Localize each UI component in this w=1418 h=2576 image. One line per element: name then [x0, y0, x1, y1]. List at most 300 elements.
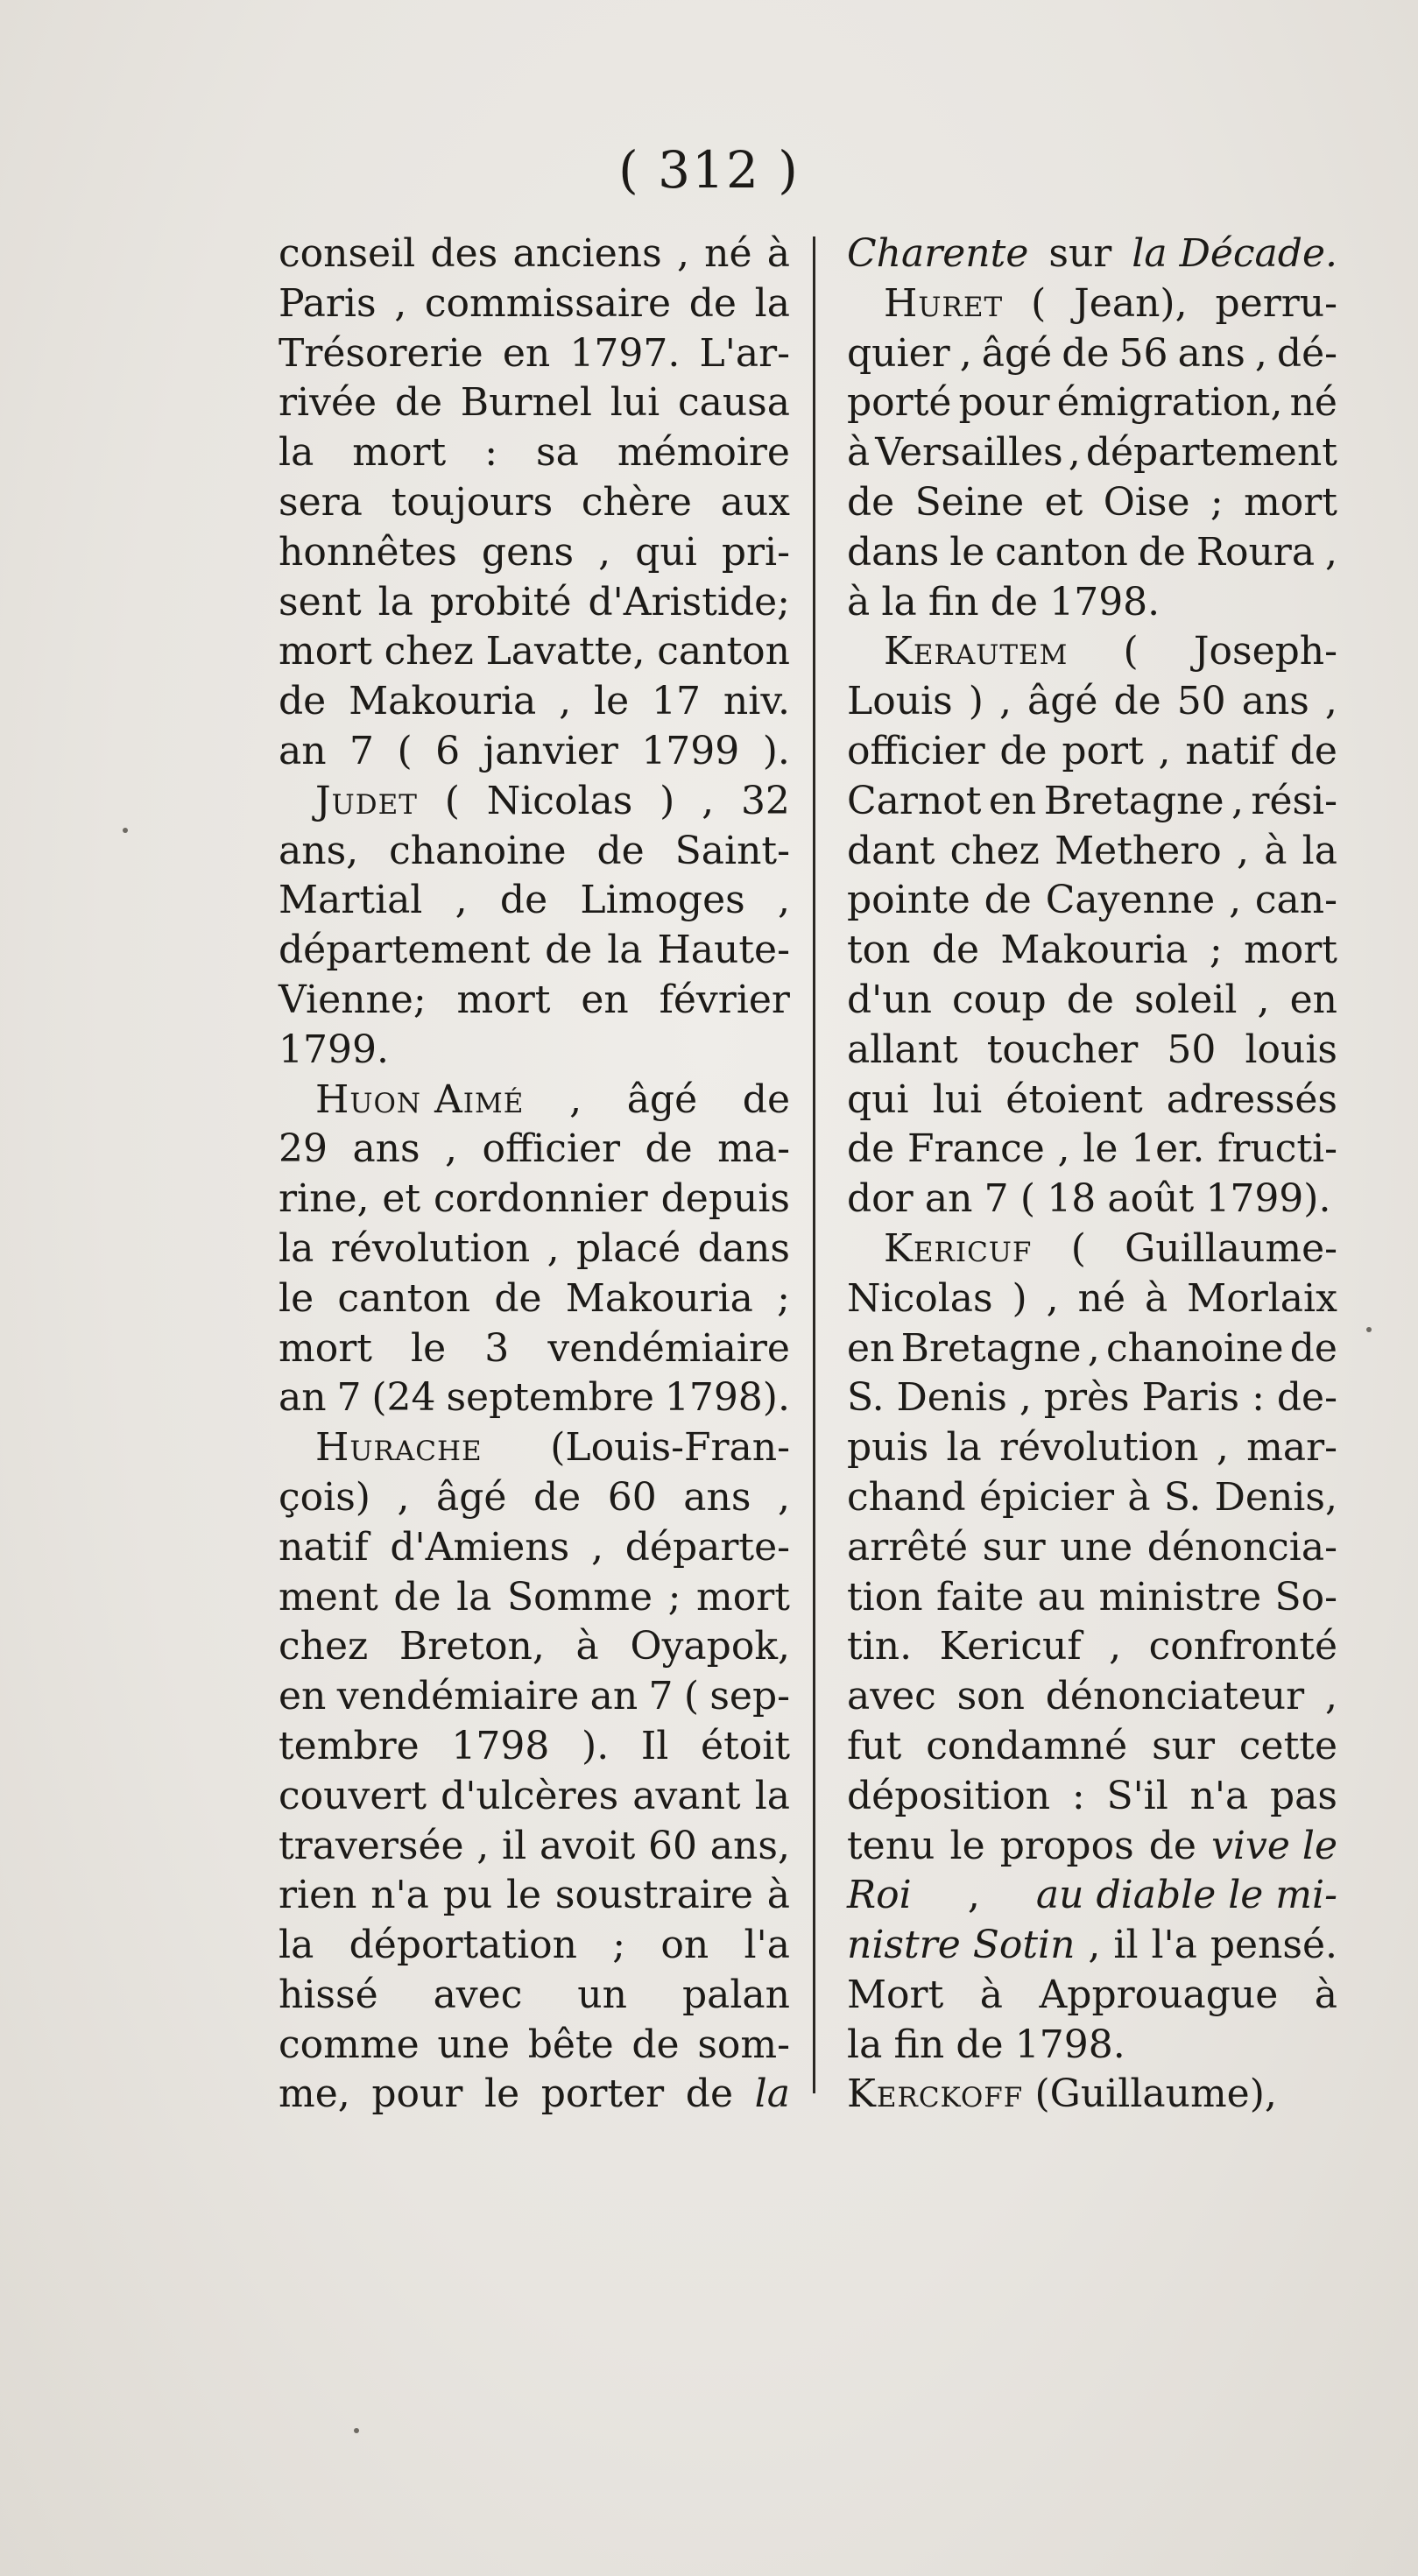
word: ). — [582, 1723, 610, 1768]
word: né — [1077, 1275, 1126, 1321]
word: 1798). — [664, 1375, 790, 1421]
text-line — [279, 2070, 790, 2120]
word: en — [279, 1674, 327, 1719]
word: ment — [279, 1574, 378, 1620]
word: Cayenne — [1045, 878, 1216, 923]
text-line — [847, 627, 1337, 677]
word: 29 — [279, 1126, 328, 1172]
word: ans — [683, 1474, 751, 1520]
word: ; — [1210, 479, 1224, 525]
word: rien — [279, 1873, 357, 1918]
word: le — [949, 529, 985, 575]
text-line — [279, 677, 790, 727]
word: de — [596, 828, 645, 873]
word: ton — [847, 928, 911, 973]
word: de — [533, 1474, 582, 1520]
text-line — [847, 1423, 1337, 1473]
word: , — [777, 1474, 790, 1520]
word: né — [1289, 380, 1337, 426]
word: âgé — [981, 330, 1053, 376]
word: Guillaume- — [1125, 1225, 1337, 1271]
text-line — [279, 2021, 790, 2071]
word: , — [1057, 1126, 1070, 1172]
word: chand — [847, 1474, 966, 1520]
word: 1799 — [641, 728, 740, 773]
word: la — [279, 430, 314, 476]
word: ( — [683, 1674, 700, 1719]
word: ( — [1019, 1176, 1036, 1222]
word: déposition — [847, 1773, 1051, 1818]
word: canton — [337, 1275, 471, 1321]
text-line — [847, 1722, 1337, 1772]
word: de — [279, 679, 327, 724]
word: de — [956, 2022, 1004, 2067]
word: probité — [429, 579, 572, 625]
word: L'ar- — [699, 330, 790, 376]
word: anciens — [512, 231, 662, 276]
text-line — [847, 777, 1337, 827]
word: Somme — [506, 1574, 653, 1620]
word: Oyapok, — [630, 1624, 790, 1669]
word: dénonciateur — [1045, 1674, 1305, 1719]
word: Mort — [847, 1972, 944, 2017]
text-line — [279, 827, 790, 877]
word: de — [499, 878, 548, 923]
text-line — [847, 976, 1337, 1026]
word: ) — [968, 679, 984, 724]
word: an — [589, 1674, 638, 1719]
word: ans — [1177, 330, 1245, 376]
word: la Décade. — [1132, 231, 1337, 276]
text-line — [279, 1026, 790, 1076]
word: dant — [847, 828, 935, 873]
text-line — [279, 1324, 790, 1374]
word: , — [1216, 1425, 1229, 1471]
word: ( — [1123, 629, 1139, 674]
word: , — [1158, 728, 1171, 773]
word: aux — [720, 479, 790, 525]
word: département — [1085, 430, 1337, 476]
word: , — [1236, 828, 1249, 873]
left-text-column — [279, 229, 790, 2120]
word: chanoine — [1106, 1325, 1284, 1371]
word: Breton, — [399, 1624, 545, 1669]
word: la — [754, 2071, 790, 2117]
word: près — [1043, 1375, 1130, 1421]
word: la — [754, 280, 790, 326]
text-line — [847, 876, 1337, 926]
word: chez — [384, 629, 474, 674]
word: Makouria — [1000, 928, 1189, 973]
word: tion — [847, 1574, 923, 1620]
word: une — [437, 2022, 511, 2067]
word: mort — [279, 629, 372, 674]
text-line — [279, 1722, 790, 1772]
word: sur — [1048, 231, 1112, 276]
text-line — [279, 1772, 790, 1822]
text-line — [279, 876, 790, 926]
text-line — [279, 976, 790, 1026]
word: à — [979, 1972, 1003, 2017]
text-line — [847, 1473, 1337, 1523]
text-line — [279, 1672, 790, 1722]
word: de — [1113, 679, 1161, 724]
word: dé- — [1276, 330, 1337, 376]
word: faite — [935, 1574, 1025, 1620]
text-line — [847, 1822, 1337, 1872]
word: placé — [576, 1225, 681, 1271]
word: rine, — [279, 1176, 370, 1222]
word: 50 — [1176, 679, 1226, 724]
word: Roi — [847, 1873, 912, 1918]
text-line — [847, 827, 1337, 877]
word: an — [279, 1375, 327, 1421]
word: une — [1060, 1524, 1133, 1570]
word: l'a — [744, 1923, 790, 1968]
word: avant — [632, 1773, 741, 1818]
column-divider — [813, 236, 815, 2093]
word: mort — [279, 1325, 372, 1371]
word: de — [847, 479, 895, 525]
word: Makouria — [565, 1275, 753, 1321]
word: niv. — [723, 679, 790, 724]
word: , — [1088, 1923, 1101, 1968]
word: causa — [677, 380, 790, 426]
word: palan — [681, 1972, 790, 2017]
entry-name: Kericuf — [884, 1225, 1033, 1271]
word: Kericuf — [939, 1624, 1082, 1669]
word: département — [279, 928, 531, 973]
word: à — [575, 1624, 599, 1669]
text-line — [279, 528, 790, 578]
word: d'un — [847, 977, 932, 1022]
word: lui — [932, 1076, 983, 1122]
word: le — [594, 679, 630, 724]
word: des — [430, 231, 498, 276]
text-line — [279, 1274, 790, 1324]
word: janvier — [483, 728, 618, 773]
word: en — [502, 330, 551, 376]
word: fin — [928, 579, 979, 625]
word: Paris — [279, 280, 377, 326]
word: ans, — [709, 1823, 790, 1868]
word: vendémiaire — [336, 1674, 580, 1719]
word: conseil — [279, 231, 416, 276]
word: commissaire — [424, 280, 672, 326]
text-line — [847, 1871, 1337, 1921]
word: le — [1083, 1126, 1118, 1172]
word: , — [959, 330, 972, 376]
word: à — [766, 1873, 790, 1918]
word: Bretagne — [900, 1325, 1082, 1371]
entry-name: Kerautem — [884, 629, 1069, 674]
word: révolution — [999, 1425, 1199, 1471]
text-line — [847, 677, 1337, 727]
word: de — [394, 380, 443, 426]
word: fin — [893, 2022, 945, 2067]
word: de — [931, 928, 980, 973]
text-line — [847, 1523, 1337, 1573]
text-line — [279, 1175, 790, 1224]
word: 6 — [435, 728, 461, 773]
word: de — [990, 579, 1039, 625]
word: dans — [697, 1225, 790, 1271]
entry-name: Hurache — [315, 1425, 483, 1471]
word: , — [1046, 1275, 1059, 1321]
word: la — [1302, 828, 1337, 873]
word: Seine — [914, 479, 1025, 525]
text-line — [279, 279, 790, 329]
text-line — [847, 727, 1337, 777]
word: rivée — [279, 380, 377, 426]
word: louis — [1245, 1027, 1337, 1072]
text-line — [847, 926, 1337, 976]
word: : — [484, 430, 498, 476]
word: 7 — [349, 728, 375, 773]
word: la — [279, 1923, 314, 1968]
word: confronté — [1148, 1624, 1337, 1669]
word: de — [1138, 529, 1186, 575]
word: , — [1324, 1674, 1337, 1719]
word: , — [1231, 778, 1244, 823]
word: dénoncia- — [1146, 1524, 1337, 1570]
text-line — [847, 279, 1337, 329]
word: de- — [1276, 1375, 1337, 1421]
text-line — [847, 2070, 1337, 2120]
word: tembre — [279, 1723, 420, 1768]
word: pour — [958, 380, 1050, 426]
text-line — [279, 478, 790, 528]
word: So- — [1274, 1574, 1337, 1620]
word: pour — [371, 2071, 463, 2117]
word: allant — [847, 1027, 958, 1072]
text-line — [847, 1224, 1337, 1274]
word: sent — [279, 579, 362, 625]
word: avoit — [539, 1823, 636, 1868]
word: septembre — [446, 1375, 654, 1421]
text-line — [279, 1423, 790, 1473]
text-line — [847, 428, 1337, 478]
text-line — [847, 1076, 1337, 1126]
word: ; — [667, 1574, 681, 1620]
word: il — [502, 1823, 527, 1868]
word: , — [590, 1524, 603, 1570]
word: pointe — [847, 878, 970, 923]
word: mort — [696, 1574, 790, 1620]
word: traversée — [279, 1823, 464, 1868]
text-line — [279, 1971, 790, 2021]
word: à — [847, 430, 871, 476]
word: couvert — [279, 1773, 427, 1818]
word: condamné — [926, 1723, 1128, 1768]
word: le — [949, 1823, 985, 1868]
word: à — [766, 231, 790, 276]
word: ; — [1209, 928, 1223, 973]
word: perru- — [1215, 280, 1337, 326]
text-line — [279, 1076, 790, 1126]
word: porter — [540, 2071, 665, 2117]
word: son — [956, 1674, 1025, 1719]
text-line — [279, 378, 790, 428]
word: ; — [777, 1275, 790, 1321]
word: Approuague — [1039, 1972, 1279, 2017]
word: , — [397, 1474, 410, 1520]
word: de — [847, 1126, 895, 1172]
word: d'ulcères — [441, 1773, 619, 1818]
word: âgé — [626, 1076, 698, 1122]
word: mémoire — [617, 430, 790, 476]
word: natif — [279, 1524, 369, 1570]
word: mort — [1244, 479, 1337, 525]
word: de — [1289, 1325, 1337, 1371]
word: lui — [610, 380, 660, 426]
word: de — [1289, 728, 1337, 773]
text-line — [279, 1921, 790, 1971]
word: Limoges — [580, 878, 745, 923]
word: Charente — [847, 231, 1029, 276]
entry-name: Kerckoff — [847, 2071, 1024, 2117]
word: , — [455, 878, 468, 923]
text-line — [279, 578, 790, 628]
word: ans, — [279, 828, 359, 873]
word: , — [1068, 430, 1081, 476]
word: comme — [279, 2022, 420, 2067]
word: né — [704, 231, 752, 276]
word: un — [577, 1972, 627, 2017]
word: pensé. — [1210, 1923, 1337, 1968]
word: tenu — [847, 1823, 935, 1868]
word: , — [702, 778, 715, 823]
word: , — [676, 231, 689, 276]
text-line — [847, 1672, 1337, 1722]
entry-name: Judet — [315, 778, 418, 823]
word: ) — [1012, 1275, 1027, 1321]
text-line — [279, 1473, 790, 1523]
text-line — [279, 1125, 790, 1175]
word: sur — [982, 1524, 1046, 1570]
word: février — [659, 977, 790, 1022]
word: en — [847, 1325, 895, 1371]
word: de — [1062, 330, 1110, 376]
word: , — [476, 1823, 490, 1868]
text-line — [847, 1573, 1337, 1623]
word: et — [1044, 479, 1083, 525]
text-line — [279, 1373, 790, 1423]
word: fructi- — [1217, 1126, 1337, 1172]
word: la — [881, 579, 917, 625]
text-line — [847, 329, 1337, 379]
word: an — [279, 728, 327, 773]
word: Nicolas — [486, 778, 633, 823]
word: ma- — [717, 1126, 790, 1172]
word: 32 — [740, 778, 790, 823]
text-line — [279, 229, 790, 279]
word: , — [1019, 1375, 1032, 1421]
word: 1799). — [1205, 1176, 1331, 1222]
word: il — [1113, 1923, 1139, 1968]
text-line — [847, 1622, 1337, 1672]
word: dans — [847, 529, 940, 575]
text-line — [279, 777, 790, 827]
word: de — [984, 878, 1032, 923]
word: la — [607, 928, 643, 973]
word: an — [924, 1176, 973, 1222]
word: à — [847, 579, 871, 625]
text-line — [279, 1523, 790, 1573]
word: à — [1314, 1972, 1337, 2017]
text-line — [847, 1373, 1337, 1423]
word: mort — [352, 430, 447, 476]
word: émigration, — [1056, 380, 1283, 426]
right-text-column — [847, 229, 1337, 2120]
word: épicier — [978, 1474, 1115, 1520]
word: cette — [1238, 1723, 1337, 1768]
word: sera — [279, 479, 363, 525]
word: ( — [444, 778, 460, 823]
word: 7 — [984, 1176, 1009, 1222]
word: Burnel — [460, 380, 592, 426]
word: quier — [847, 330, 950, 376]
word: chez — [949, 828, 1040, 873]
word: chère — [581, 479, 692, 525]
word: , — [1109, 1624, 1122, 1669]
word: en — [581, 977, 629, 1022]
word: , — [559, 679, 572, 724]
word: le — [484, 2071, 520, 2117]
text-line — [279, 1871, 790, 1921]
word: , — [1324, 529, 1337, 575]
word: au — [1037, 1574, 1086, 1620]
word: rési- — [1251, 778, 1337, 823]
word: çois) — [279, 1474, 370, 1520]
word: nistre Sotin — [847, 1923, 1076, 1968]
word: d'Amiens — [390, 1524, 570, 1570]
word: officier — [482, 1126, 621, 1172]
word: pas — [1270, 1773, 1337, 1818]
word: chez — [279, 1624, 369, 1669]
word: Saint- — [674, 828, 790, 873]
word: Denis — [896, 1375, 1007, 1421]
word: Paris — [1141, 1375, 1240, 1421]
word: 1797. — [569, 330, 681, 376]
word: hissé — [279, 1972, 378, 2017]
text-line — [847, 1324, 1337, 1374]
text-line — [847, 1026, 1337, 1076]
word: , — [998, 679, 1012, 724]
word: au diable le mi- — [1035, 1873, 1337, 1918]
word: à — [1127, 1474, 1151, 1520]
text-line — [847, 1921, 1337, 1971]
word: me, — [279, 2071, 350, 2117]
text-line — [847, 1175, 1337, 1224]
word: la — [377, 579, 413, 625]
text-line — [847, 478, 1337, 528]
word: ) — [660, 778, 675, 823]
text-line — [279, 329, 790, 379]
word: révolution — [330, 1225, 531, 1271]
word: ( — [397, 728, 413, 773]
word: (Louis-Fran- — [550, 1425, 790, 1471]
word: Morlaix — [1187, 1275, 1337, 1321]
word: Il — [640, 1723, 669, 1768]
word: S. — [1163, 1474, 1202, 1520]
word: 1798. — [1014, 2022, 1125, 2067]
word: la — [847, 2022, 883, 2067]
word: ( — [1070, 1225, 1086, 1271]
word: ). — [762, 728, 790, 773]
text-line — [847, 1125, 1337, 1175]
word: de — [631, 2022, 680, 2067]
